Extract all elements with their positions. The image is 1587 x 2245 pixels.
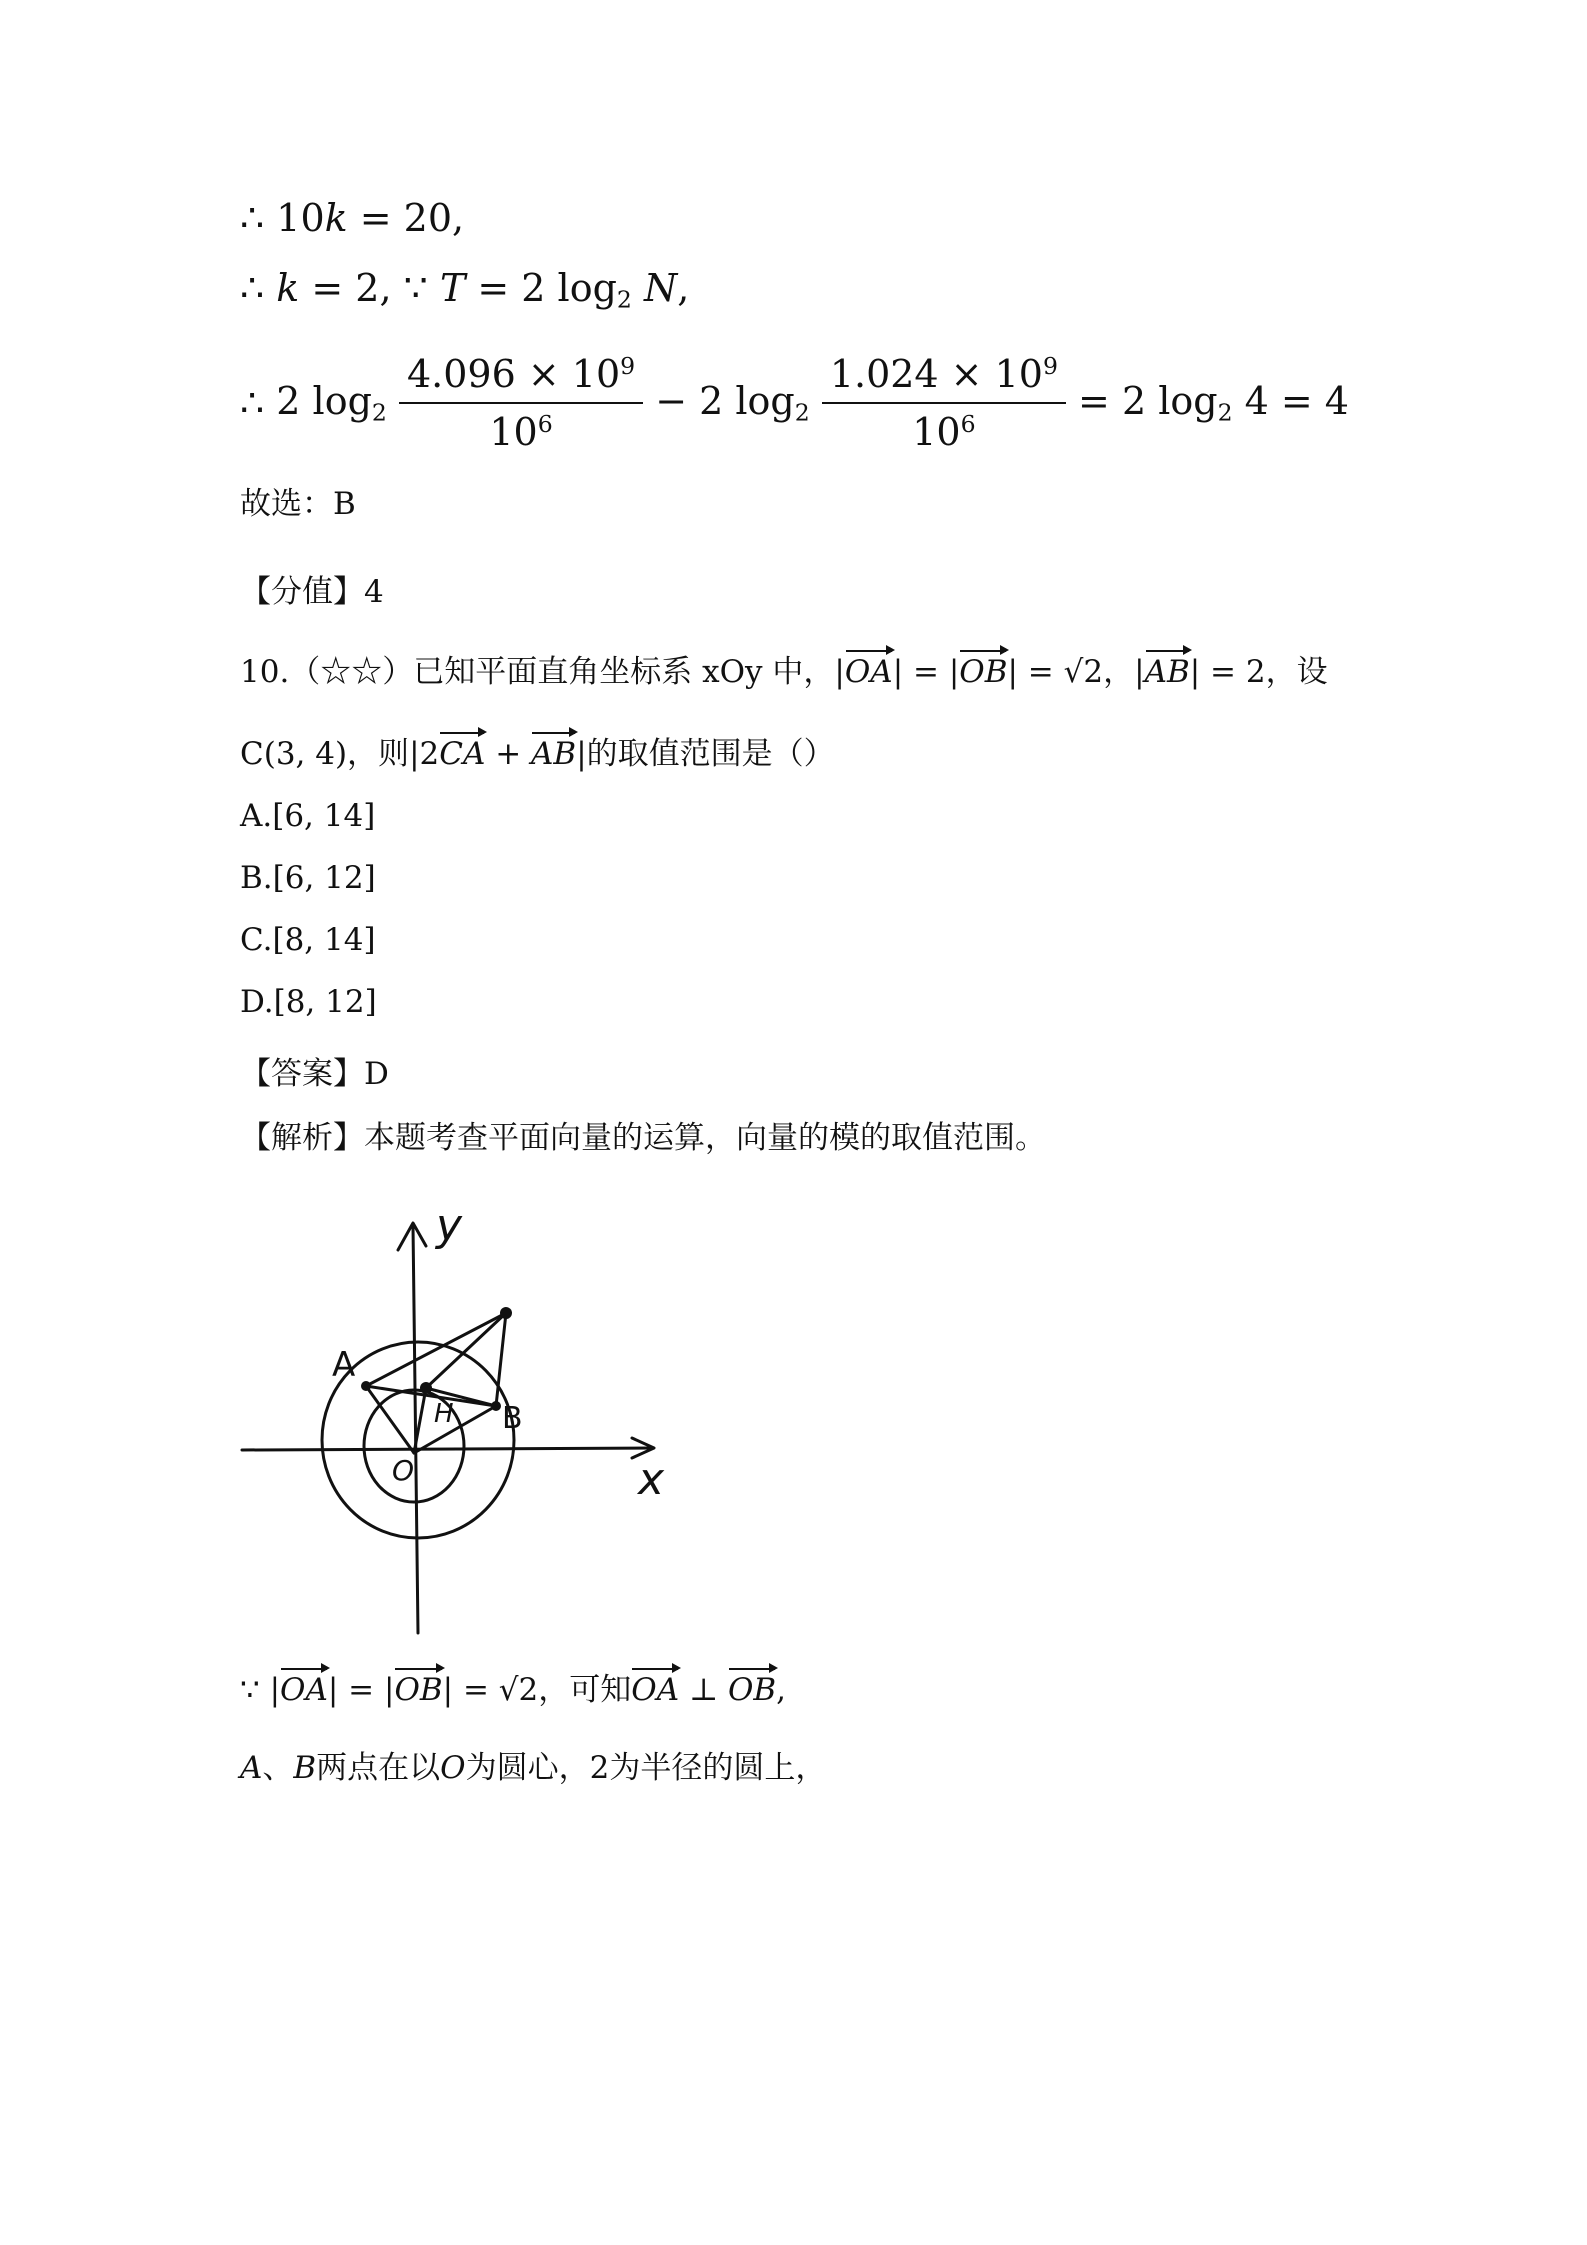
option-d: D.[8, 12] (240, 984, 377, 1020)
question-10-line-1: 10.（☆☆）已知平面直角坐标系 xOy 中，|OA| = |OB| = √2，|AB| = 2，设 (240, 654, 1328, 690)
option-b: B.[6, 12] (240, 860, 376, 896)
because-line: ∵ |OA| = |OB| = √2，可知OA ⊥ OB, (240, 1672, 787, 1708)
point-a-label: A (332, 1345, 356, 1385)
origin-label: O (392, 1454, 415, 1487)
analysis-line: 【解析】本题考查平面向量的运算，向量的模的取值范围。 (240, 1120, 1046, 1156)
vector-OA: OA (844, 654, 893, 690)
circle-statement-line: A、B两点在以O为圆心，2为半径的圆上， (240, 1750, 827, 1786)
vector-OB: OB (394, 1672, 443, 1708)
equation-log-difference: ∴ 2 log2 $\frac{4.096 \times 10^9}{10^6}$ − 2 log2 $\frac{1.024 \times 10^9}{10^6}$ = 2 log2 4 = 4 (240, 352, 1349, 454)
option-c: C.[8, 14] (240, 922, 376, 958)
fraction-2: $\frac{1.024 \times 10^9}{10^6}$ (822, 352, 1066, 454)
vector-OA: OA (631, 1672, 680, 1708)
therefore-symbol: ∴ (240, 196, 265, 240)
y-axis-label: y (436, 1200, 463, 1251)
point-h (420, 1382, 432, 1394)
option-a: A.[6, 14] (240, 798, 376, 834)
point-c (500, 1307, 512, 1319)
because-symbol: ∵ (240, 1672, 260, 1708)
fraction-1: $\frac{4.096 \times 10^9}{10^6}$ (399, 352, 643, 454)
vector-CA: CA (439, 736, 486, 772)
point-b-label: B (502, 1401, 523, 1436)
question-10-line-2: C(3, 4)，则|2CA + AB|的取值范围是（） (240, 736, 835, 772)
therefore-symbol: ∴ (240, 381, 265, 425)
vector-OB: OB (959, 654, 1008, 690)
because-symbol: ∵ (403, 266, 428, 310)
vector-AB: AB (531, 736, 577, 772)
point-a (361, 1381, 371, 1391)
score-line: 【分值】4 (240, 574, 384, 610)
equation-k-and-T: ∴ k = 2, ∵ T = 2 log2 N, (240, 266, 690, 314)
point-h-label: H (434, 1399, 454, 1429)
vector-AB: AB (1144, 654, 1190, 690)
choice-line: 故选：B (240, 486, 356, 522)
answer-line: 【答案】D (240, 1056, 389, 1092)
therefore-symbol: ∴ (240, 266, 265, 310)
x-axis (242, 1448, 652, 1450)
equation-10k: ∴ 10k = 20, (240, 196, 465, 240)
vector-OB: OB (727, 1672, 777, 1708)
x-axis-label: x (638, 1454, 665, 1505)
coordinate-figure (240, 1188, 685, 1638)
vector-OA: OA (280, 1672, 328, 1708)
point-b (491, 1401, 501, 1411)
